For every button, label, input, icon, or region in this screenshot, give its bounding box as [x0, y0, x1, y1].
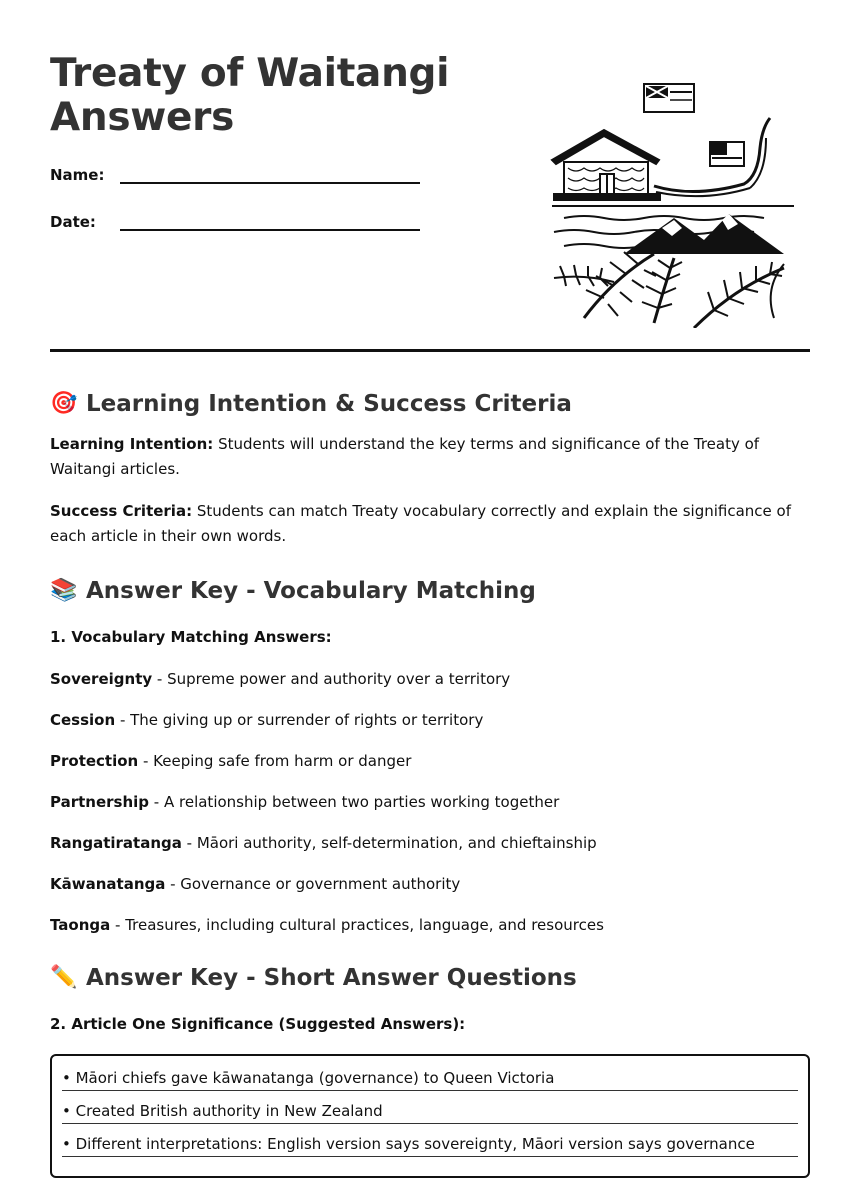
vocab-term: Protection — [50, 752, 139, 770]
success-criteria — [50, 499, 810, 549]
vocab-item — [50, 749, 810, 774]
books-icon: 📚 — [50, 578, 78, 603]
main-content — [50, 388, 810, 1178]
vocab-definition: - The giving up or surrender of rights or territory — [115, 711, 484, 729]
header — [50, 52, 810, 352]
vocab-definition: - A relationship between two parties working together — [149, 793, 560, 811]
answer-line: • Created British authority in New Zealand — [62, 1099, 798, 1124]
vocab-item — [50, 667, 810, 692]
answer-line: • Different interpretations: English version says sovereignty, Māori version says governance — [62, 1132, 798, 1157]
vocab-term: Rangatiratanga — [50, 834, 182, 852]
date-field — [50, 209, 420, 231]
vocab-term: Sovereignty — [50, 670, 153, 688]
flag-icon — [644, 84, 694, 112]
date-label: Date: — [50, 213, 96, 231]
answer-line: • Māori chiefs gave kāwanatanga (governance) to Queen Victoria — [62, 1066, 798, 1091]
vocab-item — [50, 913, 810, 938]
vocab-term: Cession — [50, 711, 116, 729]
vocab-item — [50, 708, 810, 733]
section-heading-vocabulary — [50, 575, 810, 607]
section-heading-text: Answer Key - Short Answer Questions — [86, 965, 577, 991]
vocab-definition: - Governance or government authority — [165, 875, 461, 893]
learning-intention — [50, 432, 810, 482]
vocab-definition: - Keeping safe from harm or danger — [138, 752, 412, 770]
learning-intention-label: Learning Intention: — [50, 435, 214, 453]
vocab-item — [50, 831, 810, 856]
treaty-illustration — [544, 78, 796, 328]
header-divider — [50, 349, 810, 352]
pencil-icon: ✏️ — [50, 965, 78, 990]
vocab-definition: - Māori authority, self-determination, and chieftainship — [181, 834, 597, 852]
vocab-item — [50, 872, 810, 897]
answer-box — [50, 1054, 810, 1178]
title-line-2: Answers — [50, 95, 234, 140]
section-heading-learning — [50, 388, 810, 420]
section-heading-text: Learning Intention & Success Criteria — [86, 391, 572, 417]
article-one-subtitle: 2. Article One Significance (Suggested Answers): — [50, 1015, 466, 1033]
section-heading-text: Answer Key - Vocabulary Matching — [86, 578, 536, 604]
success-criteria-label: Success Criteria: — [50, 502, 193, 520]
name-label: Name: — [50, 166, 105, 184]
fern-icon — [554, 252, 784, 328]
vocab-term: Kāwanatanga — [50, 875, 166, 893]
learning-intention-text: Students will understand the key terms and significance of the Treaty of Waitangi articles. — [50, 435, 760, 478]
canoe-icon — [654, 118, 770, 196]
vocab-term: Partnership — [50, 793, 150, 811]
section-heading-short-answer — [50, 962, 810, 994]
vocab-term: Taonga — [50, 916, 111, 934]
vocab-definition: - Treasures, including cultural practices, language, and resources — [110, 916, 604, 934]
vocab-item — [50, 790, 810, 815]
success-criteria-text: Students can match Treaty vocabulary correctly and explain the significance of each article in their own words. — [50, 502, 791, 545]
date-input-line[interactable] — [120, 209, 420, 231]
vocab-definition: - Supreme power and authority over a territory — [152, 670, 511, 688]
target-icon: 🎯 — [50, 391, 78, 416]
title-line-1: Treaty of Waitangi — [50, 51, 450, 96]
name-input-line[interactable] — [120, 162, 420, 184]
name-field — [50, 162, 420, 184]
house-icon — [552, 130, 660, 200]
vocabulary-subtitle: 1. Vocabulary Matching Answers: — [50, 628, 332, 646]
